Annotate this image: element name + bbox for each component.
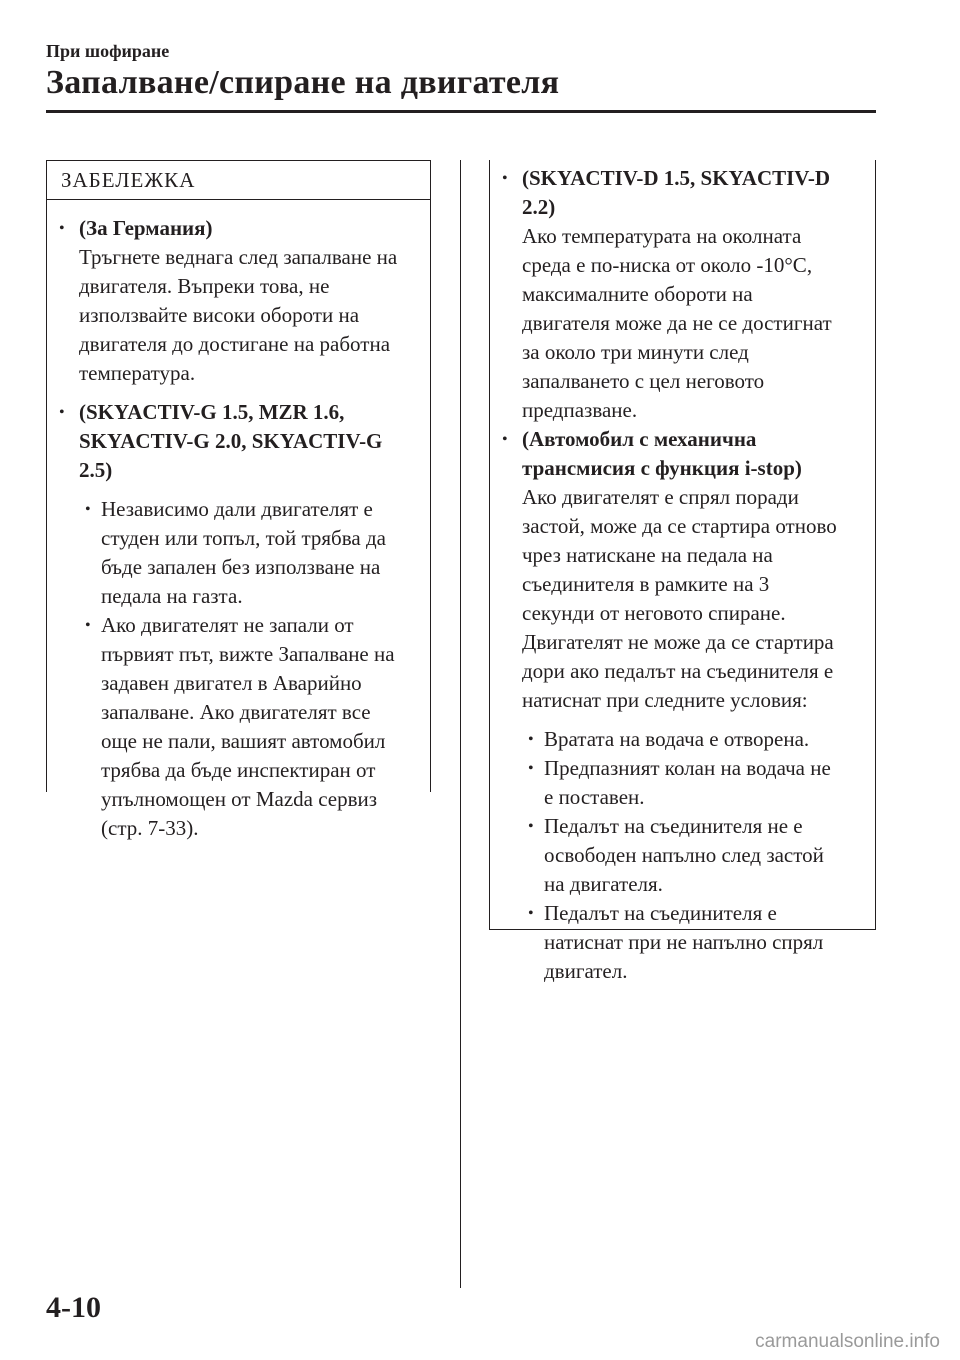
note-subitem <box>47 611 420 843</box>
item-line: за около три минути след <box>522 340 749 364</box>
item-line: запалване. Ако двигателят все <box>101 700 371 724</box>
page-title: Запалване/спиране на двигателя <box>46 64 560 101</box>
item-line: педала на газта. <box>101 584 243 608</box>
bullet-icon: • <box>502 431 508 448</box>
section-label: При шофиране <box>46 41 170 61</box>
item-line: натиснат при не напълно спрял <box>544 930 824 954</box>
item-line: секунди от неговото спиране. <box>522 601 786 625</box>
bullet-icon: • <box>59 404 65 421</box>
item-line: Ако двигателят е спрял поради <box>522 485 799 509</box>
item-line: (стр. 7-33). <box>101 816 199 840</box>
item-line: Педалът на съединителя не е <box>544 814 803 838</box>
item-line: максималните обороти на <box>522 282 753 306</box>
item-line: чрез натискане на педала на <box>522 543 773 567</box>
item-line: предпазване. <box>522 398 638 422</box>
page-number: 4-10 <box>46 1291 101 1324</box>
item-line: Ако двигателят не запали от <box>101 613 354 637</box>
item-line: двигателя до достигане на работна <box>79 332 391 356</box>
item-line: първият път, вижте Запалване на <box>101 642 395 666</box>
note-subitem <box>47 495 420 611</box>
note-heading: ЗАБЕЛЕЖКА <box>47 161 430 200</box>
item-heading: 2.2) <box>522 195 556 219</box>
item-line: още не пали, вашият автомобил <box>101 729 386 753</box>
item-line: натиснат при следните условия: <box>522 688 808 712</box>
item-line: бъде запален без използване на <box>101 555 381 579</box>
item-heading: (Автомобил с механична <box>522 427 757 451</box>
item-line: дори ако педалът на съединителя е <box>522 659 834 683</box>
item-line: двигателя може да не се достигнат <box>522 311 832 335</box>
item-line: двигателя. Въпреки това, не <box>79 274 330 298</box>
istop-condition <box>490 812 865 899</box>
item-heading: трансмисия с функция i-stop) <box>522 456 802 480</box>
note-box <box>46 160 431 840</box>
item-heading: SKYACTIV-G 2.0, SKYACTIV-G <box>79 429 383 453</box>
item-heading: 2.5) <box>79 458 113 482</box>
bullet-icon: • <box>528 760 534 777</box>
item-line: Ако температурата на околната <box>522 224 802 248</box>
note-item-germany <box>47 214 420 388</box>
istop-condition <box>490 754 865 812</box>
item-line: на двигателя. <box>544 872 663 896</box>
item-line: Независимо дали двигателят е <box>101 497 373 521</box>
item-line: задавен двигател в Аварийно <box>101 671 362 695</box>
column-divider <box>460 160 461 1288</box>
watermark: carmanualsonline.info <box>755 1331 940 1352</box>
item-heading: (За Германия) <box>79 216 213 240</box>
note-item-skyactiv-g <box>47 398 420 485</box>
bullet-icon: • <box>85 501 91 518</box>
note-item-istop <box>490 425 865 715</box>
bullet-icon: • <box>502 170 508 187</box>
item-line: трябва да бъде инспектиран от <box>101 758 376 782</box>
bullet-icon: • <box>528 731 534 748</box>
item-line: упълномощен от Mazda сервиз <box>101 787 378 811</box>
item-line: е поставен. <box>544 785 645 809</box>
item-line: студен или топъл, той трябва да <box>101 526 386 550</box>
item-line: застой, може да се стартира отново <box>522 514 837 538</box>
bullet-icon: • <box>85 617 91 634</box>
note-item-skyactiv-d <box>490 164 865 425</box>
item-line: Педалът на съединителя е <box>544 901 777 925</box>
bullet-icon: • <box>59 220 65 237</box>
bullet-icon: • <box>528 905 534 922</box>
item-line: съединителя в рамките на 3 <box>522 572 770 596</box>
item-line: двигател. <box>544 959 628 983</box>
istop-condition <box>490 899 865 986</box>
item-line: температура. <box>79 361 196 385</box>
item-line: освободен напълно след застой <box>544 843 824 867</box>
bullet-icon: • <box>528 818 534 835</box>
item-line: Предпазният колан на водача не <box>544 756 831 780</box>
item-line: Вратата на водача е отворена. <box>544 727 810 751</box>
item-line: среда е по-ниска от около -10°C, <box>522 253 813 277</box>
item-line: запалването с цел неговото <box>522 369 765 393</box>
item-line: Тръгнете веднага след запалване на <box>79 245 398 269</box>
note-box-continued <box>489 160 876 983</box>
istop-condition <box>490 725 865 754</box>
title-rule <box>46 110 876 113</box>
item-line: използвайте високи обороти на <box>79 303 360 327</box>
item-heading: (SKYACTIV-G 1.5, MZR 1.6, <box>79 400 345 424</box>
item-line: Двигателят не може да се стартира <box>522 630 834 654</box>
item-heading: (SKYACTIV-D 1.5, SKYACTIV-D <box>522 166 831 190</box>
